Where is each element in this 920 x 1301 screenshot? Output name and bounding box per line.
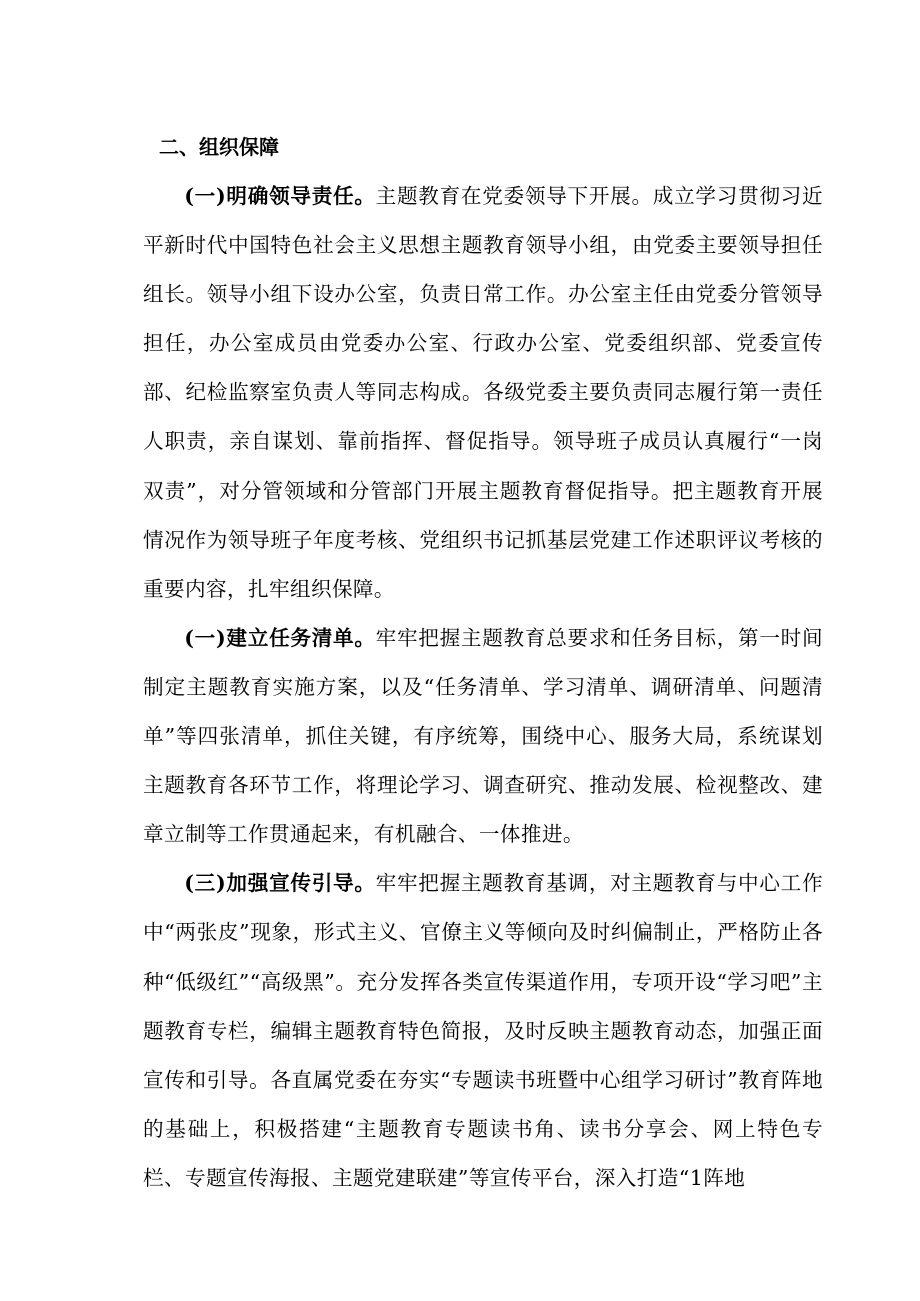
paragraph-body: 主题教育在党委领导下开展。成立学习贯彻习近平新时代中国特色社会主义思想主题教育领导小组，由党委主要领导担任组长。领导小组下设办公室，负责日常工作。办公室主任由党委分管领导担任，办公室成员由党委办公室、行政办公室、党委组织部、党委宣传部、纪检监察室负责人等同志构成。各级党委主要负责同志履行第一责任人职责，亲自谋划、靠前指挥、督促指导。领导班子成员认真履行“一岗双责”，对分管领域和分管部门开展主题教育督促指导。把主题教育开展情况作为领导班子年度考核、党组织书记抓基层党建工作述职评议考核的重要内容，扎牢组织保障。 (143, 184, 823, 601)
paragraph-body: 牢牢把握主题教育基调，对主题教育与中心工作中“两张皮”现象，形式主义、官僚主义等倾向及时纠偏制止，严格防止各种“低级红”“高级黑”。充分发挥各类宣传渠道作用，专项开设“学习吧”主题教育专栏，编辑主题教育特色简报，及时反映主题教育动态，加强正面宣传和引导。各直属党委在夯实“专题读书班暨中心组学习研讨”教育阵地的基础上，积极搭建“主题教育专题读书角、读书分享会、网上特色专栏、专题宣传海报、主题党建联建”等宣传平台，深入打造“1阵地 (143, 871, 823, 1190)
paragraph-heading: (一)建立任务清单。 (184, 625, 376, 650)
paragraph-heading: (一)明确领导责任。 (184, 184, 376, 208)
paragraph-task-list (143, 614, 823, 859)
paragraph-publicity-guidance (143, 859, 823, 1203)
paragraph-body: 牢牢把握主题教育总要求和任务目标，第一时间制定主题教育实施方案，以及“任务清单、学习清单、调研清单、问题清单”等四张清单，抓住关键，有序统筹，围绕中心、服务大局，系统谋划主题教育各环节工作，将理论学习、调查研究、推动发展、检视整改、建章立制等工作贯通起来，有机融合、一体推进。 (143, 625, 823, 847)
paragraph-heading: (三)加强宣传引导。 (184, 871, 376, 896)
section-title: 二、组织保障 (159, 135, 279, 159)
document-body (143, 122, 823, 1203)
paragraph-leadership-responsibility (143, 172, 823, 614)
